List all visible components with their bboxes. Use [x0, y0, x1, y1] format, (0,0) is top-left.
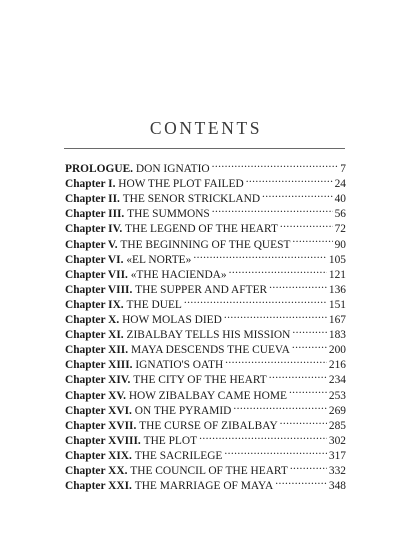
toc-entry-title: THE COUNCIL OF THE HEART [130, 464, 288, 477]
toc-entry-page-number: 269 [328, 404, 346, 417]
toc-entry-label: PROLOGUE. [65, 163, 134, 176]
toc-entry-page-number: 167 [328, 314, 346, 327]
toc-dot-leader [280, 414, 327, 429]
toc-entry-page-number: 183 [328, 329, 346, 342]
toc-entry-page-number: 253 [328, 389, 346, 402]
table-of-contents [65, 157, 346, 493]
toc-entry-page-number: 7 [340, 163, 346, 176]
toc-entry-title: THE SENOR STRICKLAND [122, 193, 261, 206]
toc-entry-label: Chapter XVIII. [65, 434, 141, 447]
toc-entry-title: IGNATIO'S OATH [135, 359, 224, 372]
toc-entry-label: Chapter VI. [65, 253, 124, 266]
toc-dot-leader [269, 278, 327, 293]
toc-entry-title: THE PLOT [143, 434, 198, 447]
toc-entry-label: Chapter XVI. [65, 404, 132, 417]
toc-entry-title: «EL NORTE» [126, 253, 192, 266]
toc-entry-page-number: 332 [328, 464, 346, 477]
page-title: CONTENTS [149, 118, 263, 138]
toc-entry-title: THE MARRIAGE OF MAYA [134, 480, 274, 493]
toc-entry-page-number: 348 [328, 480, 346, 493]
toc-entry-label: Chapter V. [65, 238, 118, 251]
toc-entry-label: Chapter XVII. [65, 419, 137, 432]
toc-entry-title: HOW ZIBALBAY CAME HOME [128, 389, 287, 402]
toc-dot-leader [229, 263, 327, 278]
toc-entry-label: Chapter XIII. [65, 359, 133, 372]
toc-dot-leader [269, 368, 327, 383]
toc-entry-title: THE CURSE OF ZIBALBAY [139, 419, 278, 432]
toc-entry-label: Chapter XII. [65, 344, 129, 357]
toc-entry-title: HOW THE PLOT FAILED [118, 178, 244, 191]
toc-dot-leader [275, 474, 327, 489]
toc-entry-title: THE SUMMONS [127, 208, 210, 221]
toc-entry-label: Chapter X. [65, 314, 120, 327]
toc-entry-page-number: 24 [334, 178, 346, 191]
toc-entry-title: THE SUPPER AND AFTER [135, 283, 268, 296]
toc-entry-page-number: 234 [328, 374, 346, 387]
toc-dot-leader [292, 232, 332, 247]
toc-entry-title: «THE HACIENDA» [130, 268, 227, 281]
toc-entry-page-number: 40 [334, 193, 346, 206]
toc-entry-page-number: 72 [334, 223, 346, 236]
toc-entry-title: THE CITY OF THE HEART [133, 374, 267, 387]
heading-divider [64, 148, 345, 149]
toc-dot-leader [212, 157, 339, 172]
toc-entry-label: Chapter II. [65, 193, 120, 206]
toc-entry[interactable] [65, 157, 346, 176]
toc-dot-leader [225, 353, 327, 368]
toc-entry-title: THE LEGEND OF THE HEART [125, 223, 278, 236]
toc-entry-label: Chapter IV. [65, 223, 123, 236]
toc-dot-leader [212, 202, 333, 217]
toc-dot-leader [292, 323, 327, 338]
toc-entry-label: Chapter XIV. [65, 374, 131, 387]
toc-entry-label: Chapter III. [65, 208, 125, 221]
toc-entry-title: THE BEGINNING OF THE QUEST [120, 238, 291, 251]
toc-entry-label: Chapter VIII. [65, 283, 133, 296]
toc-entry-page-number: 56 [334, 208, 346, 221]
toc-entry-page-number: 302 [328, 434, 346, 447]
toc-entry-label: Chapter IX. [65, 298, 124, 311]
toc-dot-leader [289, 383, 327, 398]
toc-dot-leader [280, 217, 333, 232]
toc-entry-label: Chapter XXI. [65, 480, 132, 493]
toc-dot-leader [246, 172, 333, 187]
toc-entry-label: Chapter I. [65, 178, 116, 191]
toc-dot-leader [224, 308, 327, 323]
toc-dot-leader [290, 459, 327, 474]
toc-entry-title: HOW MOLAS DIED [122, 314, 222, 327]
toc-entry-page-number: 136 [328, 283, 346, 296]
toc-entry-label: Chapter XI. [65, 329, 124, 342]
toc-entry-page-number: 151 [328, 298, 346, 311]
toc-entry-title: THE SACRILEGE [134, 449, 223, 462]
toc-dot-leader [262, 187, 333, 202]
toc-entry-title: THE DUEL [126, 298, 182, 311]
toc-entry-page-number: 90 [334, 238, 346, 251]
toc-entry-page-number: 121 [328, 268, 346, 281]
toc-entry-title: MAYA DESCENDS THE CUEVA [130, 344, 290, 357]
toc-dot-leader [224, 444, 327, 459]
toc-dot-leader [184, 293, 327, 308]
toc-entry-label: Chapter XIX. [65, 449, 132, 462]
toc-dot-leader [233, 399, 327, 414]
toc-entry-page-number: 105 [328, 253, 346, 266]
toc-entry-label: Chapter XX. [65, 464, 128, 477]
toc-entry-label: Chapter VII. [65, 268, 128, 281]
toc-entry-label: Chapter XV. [65, 389, 126, 402]
toc-entry-title: ON THE PYRAMID [134, 404, 232, 417]
toc-entry-page-number: 285 [328, 419, 346, 432]
toc-dot-leader [292, 338, 327, 353]
toc-entry-page-number: 200 [328, 344, 346, 357]
toc-dot-leader [199, 429, 327, 444]
toc-entry-page-number: 317 [328, 449, 346, 462]
toc-entry-page-number: 216 [328, 359, 346, 372]
toc-dot-leader [193, 248, 327, 263]
toc-entry-title: DON IGNATIO [135, 163, 210, 176]
toc-entry-title: ZIBALBAY TELLS HIS MISSION [126, 329, 291, 342]
